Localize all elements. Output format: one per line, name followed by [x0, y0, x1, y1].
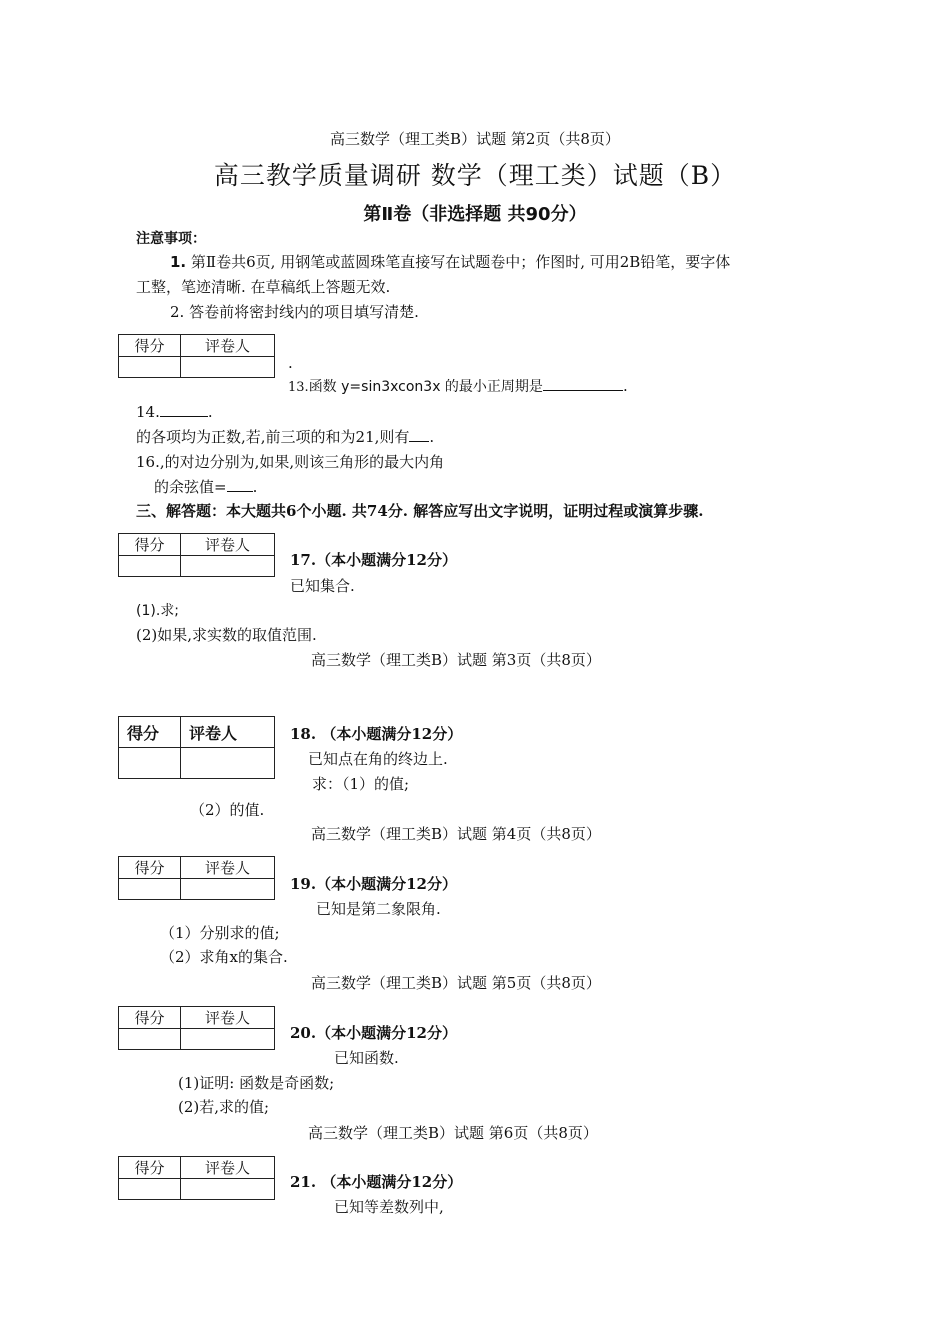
score-label: 得分 — [119, 717, 181, 748]
question-13-number: 13. — [288, 380, 309, 395]
question-18-heading: 18. （本小题满分12分） — [290, 725, 463, 743]
grader-label: 评卷人 — [181, 1157, 275, 1179]
question-20-text: 已知函数. — [334, 1049, 399, 1067]
question-13-end: . — [622, 377, 628, 395]
question-16-line2 — [154, 476, 257, 497]
question-19-part-1: （1）分别求的值; — [160, 924, 280, 942]
score-label: 得分 — [119, 857, 181, 879]
question-17-heading: 17.（本小题满分12分） — [290, 551, 457, 569]
score-cell[interactable] — [119, 1029, 181, 1050]
question-20-part-2: (2)若,求的值; — [178, 1098, 270, 1116]
question-16-end: . — [252, 478, 258, 496]
score-table — [118, 533, 275, 577]
question-18-text: 已知点在角的终边上. — [308, 750, 448, 768]
grader-label: 评卷人 — [181, 534, 275, 556]
notice-heading: 注意事项： — [136, 231, 206, 247]
question-14 — [136, 402, 213, 421]
grader-cell[interactable] — [181, 556, 275, 577]
score-table — [118, 1156, 275, 1200]
notice-item-1-number: 1. — [170, 253, 187, 271]
score-cell[interactable] — [119, 357, 181, 378]
score-label: 得分 — [119, 1007, 181, 1029]
question-13-text: 函数 y=sin3xcon3x 的最小正周期是 — [308, 379, 543, 395]
grader-label: 评卷人 — [181, 857, 275, 879]
page-header: 高三数学（理工类B）试题 第4页（共8页） — [311, 825, 601, 843]
score-table — [118, 856, 275, 900]
grader-cell[interactable] — [181, 1029, 275, 1050]
notice-item-1-cont: 工整，笔迹清晰. 在草稿纸上答题无效. — [136, 278, 391, 296]
question-20-part-1: (1)证明: 函数是奇函数; — [178, 1074, 335, 1092]
score-cell[interactable] — [119, 748, 181, 779]
stray-dot: . — [288, 354, 293, 372]
score-cell[interactable] — [119, 879, 181, 900]
question-14-number: 14. — [136, 403, 160, 421]
question-16-line1: 16.,的对边分别为,如果,则该三角形的最大内角 — [136, 453, 445, 471]
question-17-text: 已知集合. — [290, 577, 355, 595]
page-subtitle: 第Ⅱ卷（非选择题 共90分） — [363, 204, 587, 225]
question-15 — [136, 426, 434, 447]
notice-item-2: 2. 答卷前将密封线内的项目填写清楚. — [170, 303, 419, 321]
page-header: 高三数学（理工类B）试题 第2页（共8页） — [330, 130, 620, 148]
notice-item-1-text: 第Ⅱ卷共6页, 用钢笔或蓝圆珠笔直接写在试题卷中；作图时, 可用2B铅笔，要字体 — [190, 253, 731, 271]
score-label: 得分 — [119, 1157, 181, 1179]
score-table — [118, 1006, 275, 1050]
answer-blank-14[interactable] — [160, 402, 208, 417]
score-table — [118, 334, 275, 378]
question-17-part-2: (2)如果,求实数的取值范围. — [136, 626, 317, 644]
grader-cell[interactable] — [181, 357, 275, 378]
question-16-text: 的余弦值= — [154, 478, 227, 496]
score-label: 得分 — [119, 335, 181, 357]
question-21-heading: 21. （本小题满分12分） — [290, 1173, 463, 1191]
question-21-text: 已知等差数列中, — [334, 1198, 444, 1216]
grader-label: 评卷人 — [181, 717, 275, 748]
notice-item-1 — [170, 251, 730, 272]
score-cell[interactable] — [119, 556, 181, 577]
grader-cell[interactable] — [181, 879, 275, 900]
grader-cell[interactable] — [181, 1179, 275, 1200]
page-title: 高三教学质量调研 数学（理工类）试题（B） — [213, 161, 737, 190]
answer-blank-16[interactable] — [227, 477, 253, 492]
question-18-part-2: （2）的值. — [190, 801, 265, 819]
question-19-part-2: （2）求角x的集合. — [160, 948, 288, 966]
question-14-end: . — [207, 403, 213, 421]
section-3-heading: 三、解答题：本大题共6个小题. 共74分. 解答应写出文字说明，证明过程或演算步骤. — [136, 502, 704, 520]
page-header: 高三数学（理工类B）试题 第6页（共8页） — [308, 1124, 598, 1142]
question-15-text: 的各项均为正数,若,前三项的和为21,则有 — [136, 428, 410, 446]
page-header: 高三数学（理工类B）试题 第3页（共8页） — [311, 651, 601, 669]
answer-blank-13[interactable] — [543, 376, 623, 391]
grader-label: 评卷人 — [181, 335, 275, 357]
score-label: 得分 — [119, 534, 181, 556]
question-17-part-1: (1).求; — [136, 603, 179, 619]
page-header: 高三数学（理工类B）试题 第5页（共8页） — [311, 974, 601, 992]
score-table — [118, 716, 275, 779]
question-18-part-1: 求：（1）的值; — [312, 775, 410, 793]
question-15-end: . — [429, 428, 435, 446]
grader-label: 评卷人 — [181, 1007, 275, 1029]
question-20-heading: 20.（本小题满分12分） — [290, 1024, 457, 1042]
question-13 — [288, 376, 628, 396]
question-19-text: 已知是第二象限角. — [316, 900, 441, 918]
answer-blank-15[interactable] — [409, 427, 429, 442]
grader-cell[interactable] — [181, 748, 275, 779]
question-19-heading: 19.（本小题满分12分） — [290, 875, 457, 893]
score-cell[interactable] — [119, 1179, 181, 1200]
